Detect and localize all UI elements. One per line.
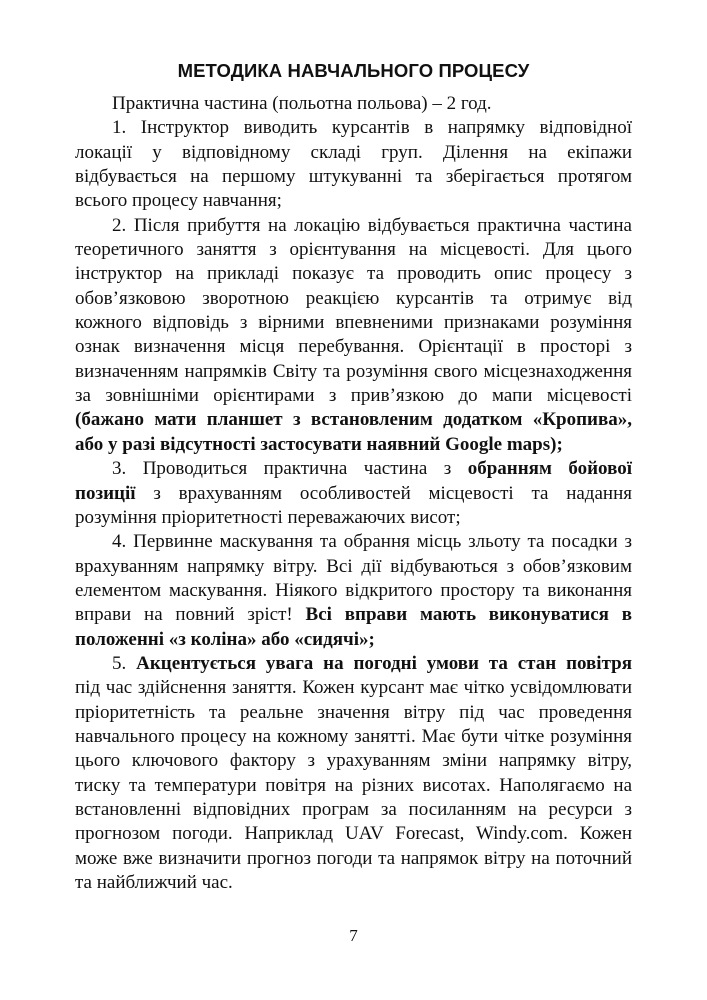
text-line [75,506,632,530]
text: може вже визначити прогноз погоди та напрямок вітру на поточний [75,847,632,869]
text-line [75,628,632,652]
bold-text: Акцентується увага на погодні умови та стан повітря [136,652,632,674]
text-line [75,774,632,798]
text: обов’язковою зворотною реакцією курсантів та отримує від [75,287,632,309]
bold-text: (бажано мати планшет з встановленим додатком «Кропива», [75,409,632,431]
text-line [75,384,632,408]
text: прогнозом погоди. Наприклад UAV Forecast, Windy.com. Кожен [75,823,632,845]
text: 1. Інструктор виводить курсантів в напрямку відповідної [112,117,632,139]
text-line [75,701,632,725]
bold-text: Всі вправи мають виконуватися в [305,604,632,626]
paragraph [75,92,632,116]
text-line [75,189,632,213]
text-line [75,530,632,554]
page-title: МЕТОДИКА НАВЧАЛЬНОГО ПРОЦЕСУ [177,60,530,81]
bold-text: позиції [75,482,136,504]
document-body [75,92,632,895]
text: визначенням напрямків Світу та розуміння свого місцезнаходження [75,360,632,382]
bold-text: обранням бойової [467,458,632,480]
text-line [75,676,632,700]
text-line [75,652,632,676]
text: під час здійснення заняття. Кожен курсант має чітко усвідомлювати [75,677,632,699]
text: ознак визначення місця перебування. Орієнтації в просторі з [75,336,632,358]
text-line [75,238,632,262]
text: елементом маскування. Ніякого відкритого простору та виконання [75,579,632,601]
text: навчального процесу на кожному занятті. Має бути чітке розуміння [75,725,632,747]
text: теоретичного заняття з орієнтування на місцевості. Для цього [75,239,632,261]
text-line [75,457,632,481]
paragraph [75,530,632,652]
text: розуміння пріоритетності переважаючих висот; [75,506,461,528]
paragraph [75,652,632,895]
paragraph [75,214,632,457]
text-line [75,822,632,846]
text-line [75,603,632,627]
text-line [75,311,632,335]
text-line [75,214,632,238]
paragraph [75,116,632,213]
text: інструктор на прикладі показує та проводить опис процесу з [75,263,632,285]
text-line [75,555,632,579]
text-line [75,798,632,822]
text-line [75,92,632,116]
bold-text: положенні «з коліна» або «сидячі»; [75,628,375,650]
text: кожного відповідь з вірними впевненими признаками розуміння [75,312,632,334]
text-line [75,408,632,432]
text-line [75,360,632,384]
text-line [75,262,632,286]
text: відбувається на першому штукуванні та зберігається протягом [75,166,632,188]
text-line [75,871,632,895]
text: 2. Після прибуття на локацію відбувається практична частина [112,214,632,236]
text: пріоритетність та реальне значення вітру під час проведення [75,701,632,723]
text: та найближчий час. [75,872,233,893]
text: Практична частина (польотна польова) – 2 год. [112,93,492,114]
text-line [75,433,632,457]
text-line [75,141,632,165]
text-line [75,116,632,140]
text: з врахуванням особливостей місцевості та надання [135,482,632,504]
text: цього ключового фактору з урахуванням зміни напрямку вітру, [75,750,632,772]
text-line [75,749,632,773]
text: тиску та температури повітря на різних висотах. Наполягаємо на [75,774,632,796]
text: встановленні відповідних програм за посиланням на ресурси з [75,798,632,820]
page-number: 7 [349,926,358,945]
text-line [75,847,632,871]
text: всього процесу навчання; [75,190,282,212]
text: локації у відповідному складі груп. Ділення на екіпажи [75,141,632,163]
text-line [75,579,632,603]
text-line [75,287,632,311]
text: за зовнішніми орієнтирами з прив’язкою до мапи місцевості [75,385,632,407]
text-line [75,335,632,359]
paragraph [75,457,632,530]
text-line [75,725,632,749]
text-line [75,165,632,189]
text: врахуванням напрямку вітру. Всі дії відбуваються з обов’язковим [75,555,632,577]
bold-text: або у разі відсутності застосувати наявний Google maps); [75,433,563,455]
text: 3. Проводиться практична частина з [112,458,468,480]
text-line [75,482,632,506]
text: 5. [112,652,137,674]
text: 4. Первинне маскування та обрання місць зльоту та посадки з [112,531,632,553]
text: вправи на повний зріст! [75,604,306,626]
